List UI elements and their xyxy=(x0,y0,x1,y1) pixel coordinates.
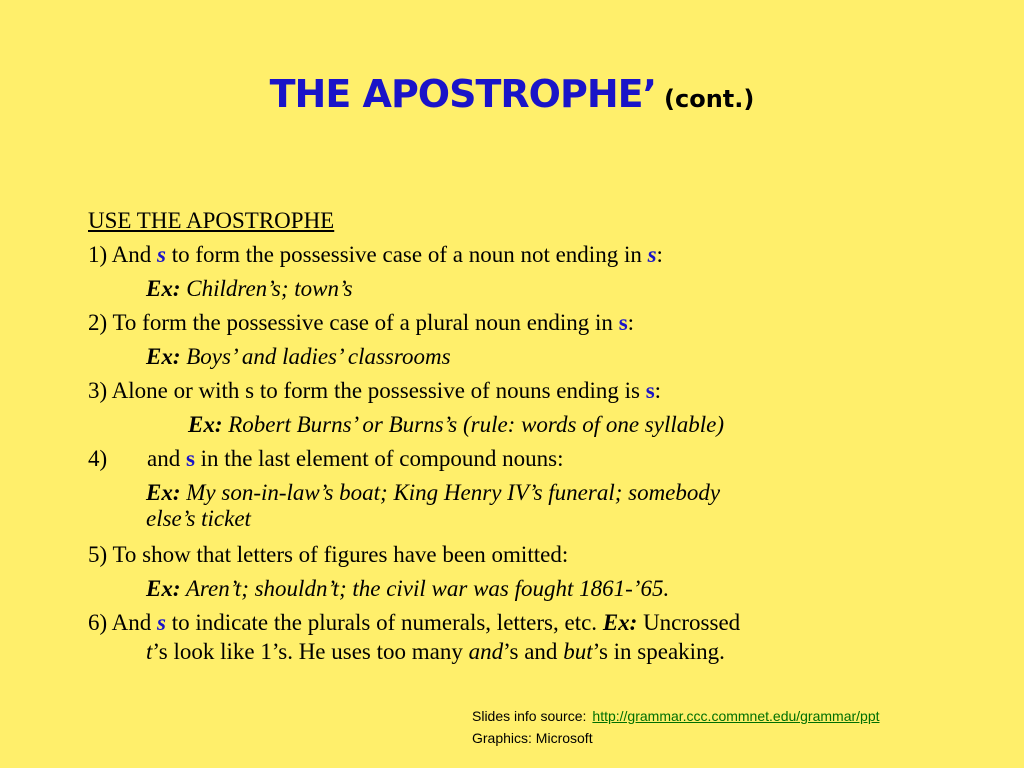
rule-6-text-d: ’s look like 1’s. He uses too many xyxy=(152,639,469,664)
section-heading: USE THE APOSTROPHE xyxy=(88,208,335,233)
example-text: Robert Burns’ or Burns’s (rule: words of one syllable) xyxy=(222,412,725,437)
title-main: THE APOSTROPHE’ xyxy=(269,72,657,116)
rule-4-number: 4) xyxy=(88,446,108,471)
rule-5-example xyxy=(88,572,948,606)
source-label: Slides info source: xyxy=(472,708,587,724)
example-label: Ex: xyxy=(602,610,638,635)
source-line xyxy=(472,705,880,727)
rule-2-s: s xyxy=(618,310,628,335)
rule-6-text-a: 6) And xyxy=(88,610,157,635)
rule-1-text-c: : xyxy=(656,242,663,267)
example-label: Ex: xyxy=(146,576,181,601)
rule-3-text-b: : xyxy=(654,378,662,403)
example-text: Aren’t; shouldn’t; the civil war was fought 1861-’65. xyxy=(180,576,670,601)
example-label: Ex: xyxy=(146,480,181,505)
slide-title xyxy=(0,72,1024,116)
rule-1-example xyxy=(88,272,948,306)
rule-1 xyxy=(88,238,948,272)
rule-2 xyxy=(88,306,948,340)
rule-1-s2: s xyxy=(647,242,657,267)
example-text: Boys’ and ladies’ classrooms xyxy=(180,344,451,369)
example-label: Ex: xyxy=(146,344,181,369)
source-link[interactable]: http://grammar.ccc.commnet.edu/grammar/ppt xyxy=(592,708,880,724)
rule-6-text-b: to indicate the plurals of numerals, letters, etc. xyxy=(165,610,603,635)
rule-3-example xyxy=(88,408,948,442)
source-credits xyxy=(472,705,880,749)
example-text: Children’s; town’s xyxy=(180,276,353,301)
rule-6-text-e: ’s and xyxy=(503,639,564,664)
rule-6-but: but xyxy=(563,639,593,664)
rule-5 xyxy=(88,538,948,572)
slide-body xyxy=(88,204,948,670)
rule-2-text-a: 2) To form the possessive case of a plural noun ending in xyxy=(88,310,619,335)
rule-2-example xyxy=(88,340,948,374)
graphics-credit: Graphics: Microsoft xyxy=(472,730,593,746)
rule-4-example xyxy=(88,476,948,506)
rule-6-t: t xyxy=(146,639,153,664)
example-label: Ex: xyxy=(188,412,223,437)
rule-6-and: and xyxy=(468,639,504,664)
rule-1-text-a: 1) And xyxy=(88,242,157,267)
rule-4-s: s xyxy=(185,446,195,471)
rule-3 xyxy=(88,374,948,408)
rule-6-cont xyxy=(88,640,948,670)
rule-6-text-c: Uncrossed xyxy=(637,610,741,635)
rule-6-text-f: ’s in speaking. xyxy=(592,639,725,664)
example-text-cont: else’s ticket xyxy=(146,506,251,531)
rule-4 xyxy=(88,442,948,476)
rule-4-text-b: in the last element of compound nouns: xyxy=(194,446,564,471)
rule-6-s: s xyxy=(157,610,166,635)
rule-5-text: 5) To show that letters of figures have been omitted: xyxy=(88,542,569,567)
rule-4-example-cont xyxy=(88,506,948,538)
rule-6 xyxy=(88,606,948,640)
rule-2-text-b: : xyxy=(627,310,635,335)
example-label: Ex: xyxy=(146,276,181,301)
rule-3-s: s xyxy=(645,378,655,403)
rule-1-s: s xyxy=(157,242,166,267)
rule-1-text-b: to form the possessive case of a noun not ending in xyxy=(165,242,648,267)
title-sub: (cont.) xyxy=(664,85,755,113)
example-text: My son-in-law’s boat; King Henry IV’s funeral; somebody xyxy=(180,480,721,505)
rule-3-text-a: 3) Alone or with s to form the possessive of nouns ending is xyxy=(88,378,646,403)
rule-4-text-a: and xyxy=(147,446,186,471)
